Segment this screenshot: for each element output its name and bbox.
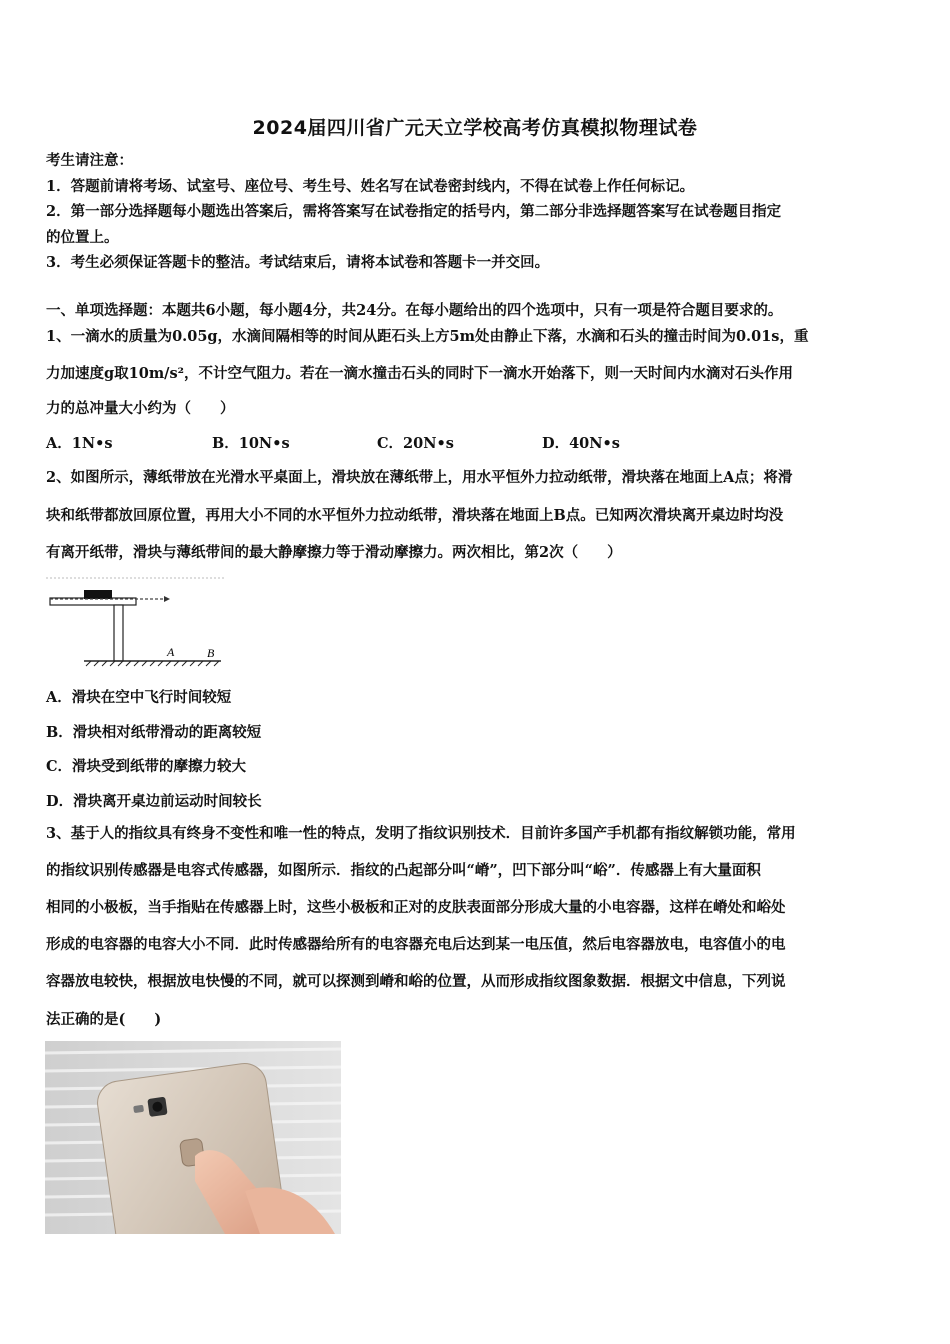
notice-heading: 考生请注意： <box>46 152 133 169</box>
q1-options <box>46 432 906 456</box>
point-b-label: B <box>207 646 215 660</box>
q1-option-b[interactable]: B．10N•s <box>212 435 290 452</box>
section-heading: 一、单项选择题：本题共6小题，每小题4分，共24分。在每小题给出的四个选项中，只有一项是符合题目要求的。 <box>46 302 783 319</box>
phone-photo-illustration <box>45 1041 341 1234</box>
q1-line-2: 力加速度g取10m/s²，不计空气阻力。若在一滴水撞击石头的同时下一滴水开始落下，则一天时间内水滴对石头作用 <box>46 365 793 382</box>
fingerprint-phone-photo <box>45 1041 341 1234</box>
notice-item-1: 1．答题前请将考场、试室号、座位号、考生号、姓名写在试卷密封线内，不得在试卷上作任何标记。 <box>46 178 695 195</box>
q3-line-6: 法正确的是( ) <box>46 1011 162 1028</box>
q1-line-1: 1、一滴水的质量为0.05g，水滴间隔相等的时间从距石头上方5m处由静止下落，水滴和石头的撞击时间为0.01s，重 <box>46 328 809 345</box>
q1-option-d[interactable]: D．40N•s <box>542 435 620 452</box>
q3-line-2: 的指纹识别传感器是电容式传感器，如图所示．指纹的凸起部分叫“嵴”，凹下部分叫“峪”．传感器上有大量面积 <box>46 862 761 879</box>
q2-option-b[interactable]: B．滑块相对纸带滑动的距离较短 <box>46 724 262 741</box>
exam-title: 2024届四川省广元天立学校高考仿真模拟物理试卷 <box>252 117 698 139</box>
pull-arrow <box>164 596 170 602</box>
q1-line-3: 力的总冲量大小约为（ ） <box>46 400 235 417</box>
q1-option-c[interactable]: C．20N•s <box>377 435 454 452</box>
table-slider-figure <box>46 576 226 670</box>
q2-option-c[interactable]: C．滑块受到纸带的摩擦力较大 <box>46 758 247 775</box>
q3-line-1: 3、基于人的指纹具有终身不变性和唯一性的特点，发明了指纹识别技术．目前许多国产手机都有指纹解锁功能，常用 <box>46 825 796 842</box>
notice-item-2-cont: 的位置上。 <box>46 229 119 246</box>
notice-item-3: 3．考生必须保证答题卡的整洁。考试结束后，请将本试卷和答题卡一并交回。 <box>46 254 550 271</box>
notice-item-2: 2．第一部分选择题每小题选出答案后，需将答案写在试卷指定的括号内，第二部分非选择题答案写在试卷题目指定 <box>46 203 782 220</box>
q2-line-3: 有离开纸带，滑块与薄纸带间的最大静摩擦力等于滑动摩擦力。两次相比，第2次（ ） <box>46 544 622 561</box>
q3-line-3: 相同的小极板，当手指贴在传感器上时，这些小极板和正对的皮肤表面部分形成大量的小电容器，这样在嵴处和峪处 <box>46 899 786 916</box>
slider-block <box>84 590 112 599</box>
q3-line-5: 容器放电较快，根据放电快慢的不同，就可以探测到嵴和峪的位置，从而形成指纹图象数据．根据文中信息，下列说 <box>46 973 786 990</box>
q1-option-a[interactable]: A．1N•s <box>46 435 113 452</box>
q2-option-d[interactable]: D．滑块离开桌边前运动时间较长 <box>46 793 262 810</box>
flash-icon <box>133 1105 144 1113</box>
q3-line-4: 形成的电容器的电容大小不同．此时传感器给所有的电容器充电后达到某一电压值，然后电容器放电，电容值小的电 <box>46 936 786 953</box>
point-a-label: A <box>167 645 175 659</box>
q2-line-2: 块和纸带都放回原位置，再用大小不同的水平恒外力拉动纸带，滑块落在地面上B点。已知两次滑块离开桌边时均没 <box>46 507 784 524</box>
table-leg <box>114 605 123 661</box>
q2-line-1: 2、如图所示，薄纸带放在光滑水平桌面上，滑块放在薄纸带上，用水平恒外力拉动纸带，滑块落在地面上A点；将滑 <box>46 469 793 486</box>
q2-option-a[interactable]: A．滑块在空中飞行时间较短 <box>46 689 232 706</box>
